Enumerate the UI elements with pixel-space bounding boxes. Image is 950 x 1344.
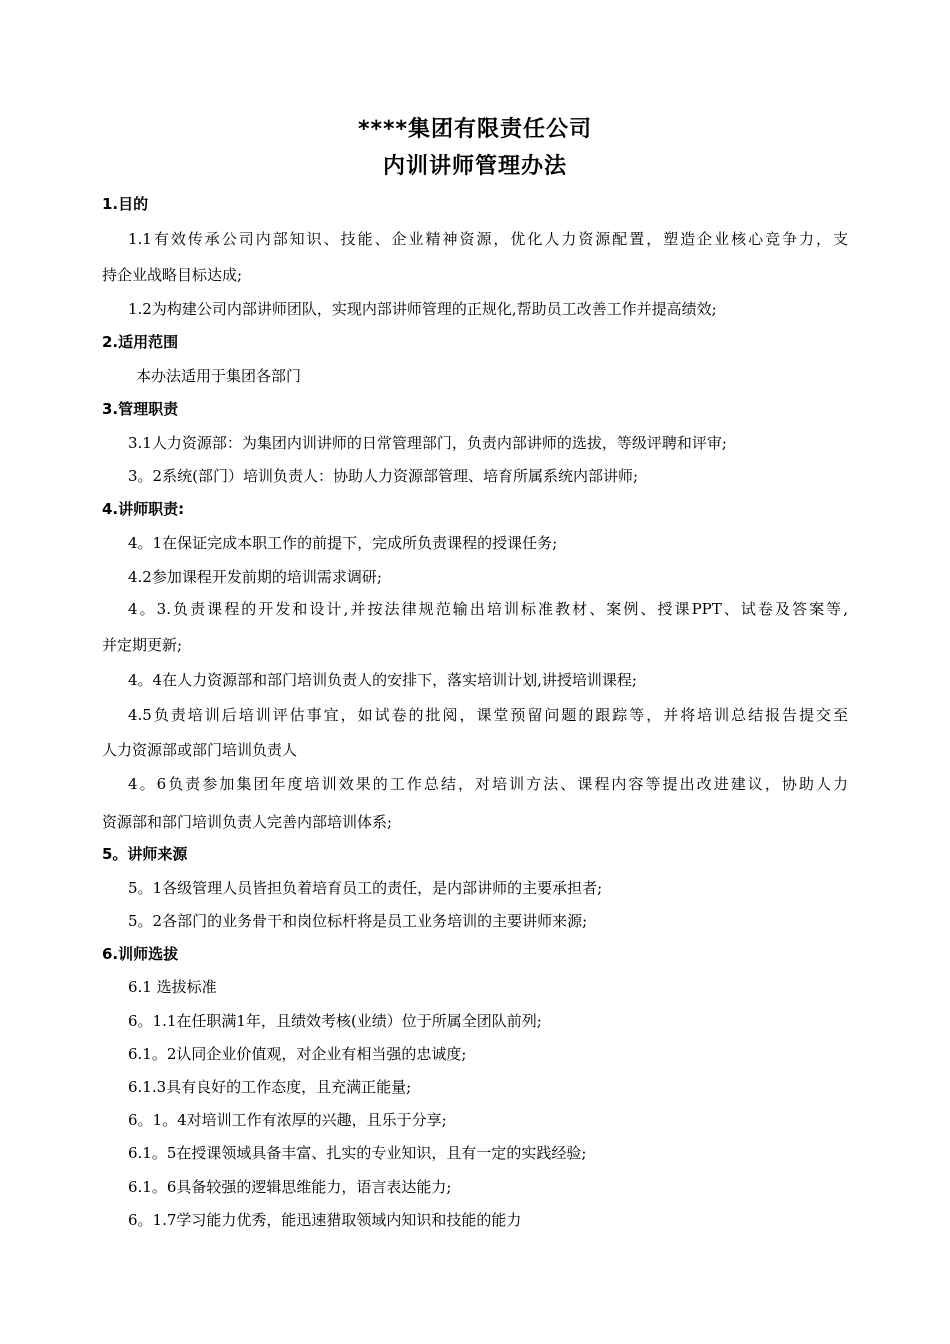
- section-heading-scope: 2.适用范围: [102, 333, 179, 351]
- paragraph-6-1-1: 6。1.1在任职满1年，且绩效考核(业绩）位于所属全团队前列;: [128, 1012, 542, 1030]
- paragraph-4-3-line2: 并定期更新;: [102, 636, 183, 654]
- paragraph-6-1-5: 6.1。5在授课领域具备丰富、扎实的专业知识，且有一定的实践经验;: [128, 1144, 587, 1162]
- paragraph-4-4: 4。4在人力资源部和部门培训负责人的安排下，落实培训计划,讲授培训课程;: [128, 671, 637, 689]
- section-heading-selection: 6.训师选拔: [102, 945, 179, 963]
- paragraph-4-5-line2: 人力资源部或部门培训负责人: [102, 741, 298, 759]
- section-heading-responsibilities: 3.管理职责: [102, 400, 179, 418]
- paragraph-6-1-4: 6。1。4对培训工作有浓厚的兴趣，且乐于分享;: [128, 1111, 447, 1129]
- paragraph-6-1: 6.1 选拔标准: [128, 978, 217, 996]
- section-heading-lecturer-source: 5。讲师来源: [102, 845, 188, 863]
- document-title-company: ****集团有限责任公司: [357, 117, 593, 142]
- section-heading-lecturer-duties: 4.讲师职责:: [102, 500, 185, 518]
- paragraph-4-1: 4。1在保证完成本职工作的前提下，完成所负责课程的授课任务;: [128, 534, 558, 552]
- paragraph-6-1-3: 6.1.3具有良好的工作态度，且充满正能量;: [128, 1078, 412, 1096]
- paragraph-4-2: 4.2参加课程开发前期的培训需求调研;: [128, 568, 382, 586]
- document-title-policy: 内训讲师管理办法: [382, 154, 567, 179]
- paragraph-2-scope: 本办法适用于集团各部门: [136, 367, 302, 385]
- paragraph-5-1: 5。1各级管理人员皆担负着培育员工的责任，是内部讲师的主要承担者;: [128, 879, 603, 897]
- paragraph-6-1-6: 6.1。6具备较强的逻辑思维能力，语言表达能力;: [128, 1178, 452, 1196]
- paragraph-6-1-2: 6.1。2认同企业价值观，对企业有相当强的忠诚度;: [128, 1045, 467, 1063]
- paragraph-1-2: 1.2为构建公司内部讲师团队，实现内部讲师管理的正规化,帮助员工改善工作并提高绩效;: [128, 300, 717, 318]
- paragraph-4-6-line2: 资源部和部门培训负责人完善内部培训体系;: [102, 813, 393, 831]
- paragraph-4-3-line1: 4。3.负责课程的开发和设计,并按法律规范输出培训标准教材、案例、授课PPT、试卷及答案等,: [128, 600, 848, 618]
- paragraph-4-5-line1: 4.5负责培训后培训评估事宜，如试卷的批阅，课堂预留问题的跟踪等，并将培训总结报告提交至: [128, 706, 848, 724]
- paragraph-5-2: 5。2各部门的业务骨干和岗位标杆将是员工业务培训的主要讲师来源;: [128, 912, 588, 930]
- paragraph-6-1-7: 6。1.7学习能力优秀，能迅速猎取领域内知识和技能的能力: [128, 1211, 522, 1229]
- paragraph-4-6-line1: 4。6负责参加集团年度培训效果的工作总结，对培训方法、课程内容等提出改进建议，协助人力: [128, 775, 848, 793]
- paragraph-1-1-line1: 1.1有效传承公司内部知识、技能、企业精神资源，优化人力资源配置，塑造企业核心竞争力，支: [128, 230, 848, 248]
- section-heading-purpose: 1.目的: [102, 195, 149, 213]
- paragraph-1-1-line2: 持企业战略目标达成;: [102, 266, 243, 284]
- paragraph-3-1: 3.1人力资源部：为集团内训讲师的日常管理部门，负责内部讲师的选拔，等级评聘和评审;: [128, 434, 727, 452]
- paragraph-3-2: 3。2系统(部门）培训负责人：协助人力资源部管理、培育所属系统内部讲师;: [128, 467, 638, 485]
